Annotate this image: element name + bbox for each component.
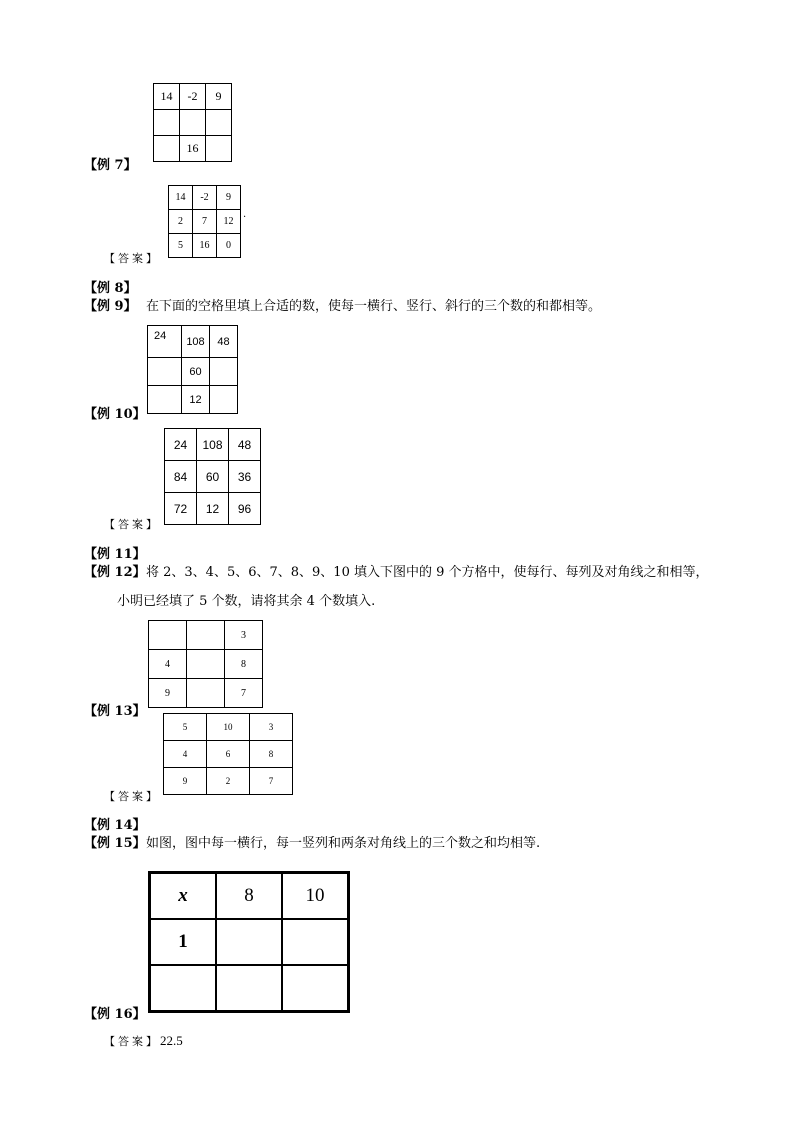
grid-cell <box>216 919 282 965</box>
grid-cell <box>148 386 182 414</box>
grid-cell <box>210 386 238 414</box>
grid-cell <box>216 965 282 1012</box>
grid-cell: -2 <box>180 84 206 110</box>
grid-cell: 8 <box>216 873 282 920</box>
grid-cell: 9 <box>217 186 241 210</box>
example-13-answer-grid <box>163 713 293 795</box>
grid-cell: 8 <box>250 741 293 768</box>
grid-cell: 9 <box>164 768 207 795</box>
grid-cell: 14 <box>169 186 193 210</box>
grid-cell: 48 <box>210 326 238 358</box>
grid-cell: 9 <box>149 679 187 708</box>
grid-cell: 24 <box>165 429 197 461</box>
example-14-label: 【例 14】 <box>84 818 146 833</box>
example-9-question-text: 在下面的空格里填上合适的数，使每一横行、竖行、斜行的三个数的和都相等。 <box>146 299 602 314</box>
grid-cell: -2 <box>193 186 217 210</box>
grid-cell: 10 <box>207 714 250 741</box>
example-7-label: 【例 7】 <box>84 158 137 173</box>
grid-cell: 0 <box>217 234 241 258</box>
grid-cell <box>149 621 187 650</box>
grid-cell <box>210 358 238 386</box>
grid-cell: 9 <box>206 84 232 110</box>
example-13-question-grid <box>148 620 263 708</box>
example-7-answer-grid <box>168 185 241 258</box>
example-12-label: 【例 12】 <box>84 565 146 580</box>
grid-cell <box>187 650 225 679</box>
example-13-label: 【例 13】 <box>84 704 146 719</box>
grid-cell <box>282 965 349 1012</box>
grid-cell <box>154 110 180 136</box>
grid-cell: 96 <box>229 493 261 525</box>
grid-cell: 2 <box>169 210 193 234</box>
grid-cell: 16 <box>180 136 206 162</box>
grid-cell <box>206 110 232 136</box>
grid-cell <box>150 965 217 1012</box>
grid-cell: 2 <box>207 768 250 795</box>
grid-cell: 12 <box>182 386 210 414</box>
grid-cell <box>180 110 206 136</box>
grid-cell: 7 <box>225 679 263 708</box>
example-10-question-grid <box>147 325 238 414</box>
example-16-answer-label: 【答案】 <box>104 1035 160 1048</box>
example-16-label: 【例 16】 <box>84 1007 146 1022</box>
example-7-question-grid <box>153 83 232 162</box>
grid-cell: 6 <box>207 741 250 768</box>
grid-cell: 36 <box>229 461 261 493</box>
example-11-label: 【例 11】 <box>84 547 146 562</box>
example-15-question-text: 如图，图中每一横行，每一竖列和两条对角线上的三个数之和均相等. <box>146 836 541 851</box>
example-13-answer-label: 【答案】 <box>104 790 160 803</box>
grid-cell <box>154 136 180 162</box>
grid-cell <box>206 136 232 162</box>
grid-cell: 60 <box>197 461 229 493</box>
grid-cell: 16 <box>193 234 217 258</box>
grid-cell: 4 <box>164 741 207 768</box>
grid-cell: 5 <box>164 714 207 741</box>
grid-cell: 12 <box>217 210 241 234</box>
grid-cell: 8 <box>225 650 263 679</box>
grid-cell <box>187 621 225 650</box>
answer-mark: . <box>243 209 247 220</box>
example-10-label: 【例 10】 <box>84 407 146 422</box>
grid-cell: 3 <box>250 714 293 741</box>
example-10-answer-label: 【答案】 <box>104 518 160 531</box>
example-9-label: 【例 9】 <box>84 299 137 314</box>
example-10-answer-grid <box>164 428 261 525</box>
grid-cell <box>148 358 182 386</box>
grid-cell: 108 <box>182 326 210 358</box>
example-15-label: 【例 15】 <box>84 836 146 851</box>
grid-cell: 7 <box>250 768 293 795</box>
grid-cell: 1 <box>150 919 217 965</box>
grid-cell: 72 <box>165 493 197 525</box>
example-8-label: 【例 8】 <box>84 281 137 296</box>
grid-cell: 5 <box>169 234 193 258</box>
grid-cell: 60 <box>182 358 210 386</box>
example-12-question-text: 将 2、3、4、5、6、7、8、9、10 填入下图中的 9 个方格中，使每行、每列及对角线之和相等， <box>146 565 709 580</box>
grid-cell: 14 <box>154 84 180 110</box>
example-16-answer <box>104 1030 183 1049</box>
grid-cell: 4 <box>149 650 187 679</box>
grid-cell <box>282 919 349 965</box>
grid-cell: 7 <box>193 210 217 234</box>
grid-cell: 24 <box>148 326 182 358</box>
example-7-answer-label: 【答案】 <box>104 252 160 265</box>
example-16-answer-value: 22.5 <box>160 1033 183 1048</box>
grid-cell: 48 <box>229 429 261 461</box>
example-12-question-text-2: 小明已经填了 5 个数，请将其余 4 个数填入. <box>117 594 376 609</box>
grid-cell: 3 <box>225 621 263 650</box>
grid-cell: 84 <box>165 461 197 493</box>
example-16-grid <box>148 871 350 1013</box>
grid-cell: 12 <box>197 493 229 525</box>
grid-cell: x <box>150 873 217 920</box>
grid-cell: 108 <box>197 429 229 461</box>
grid-cell <box>187 679 225 708</box>
grid-cell: 10 <box>282 873 349 920</box>
